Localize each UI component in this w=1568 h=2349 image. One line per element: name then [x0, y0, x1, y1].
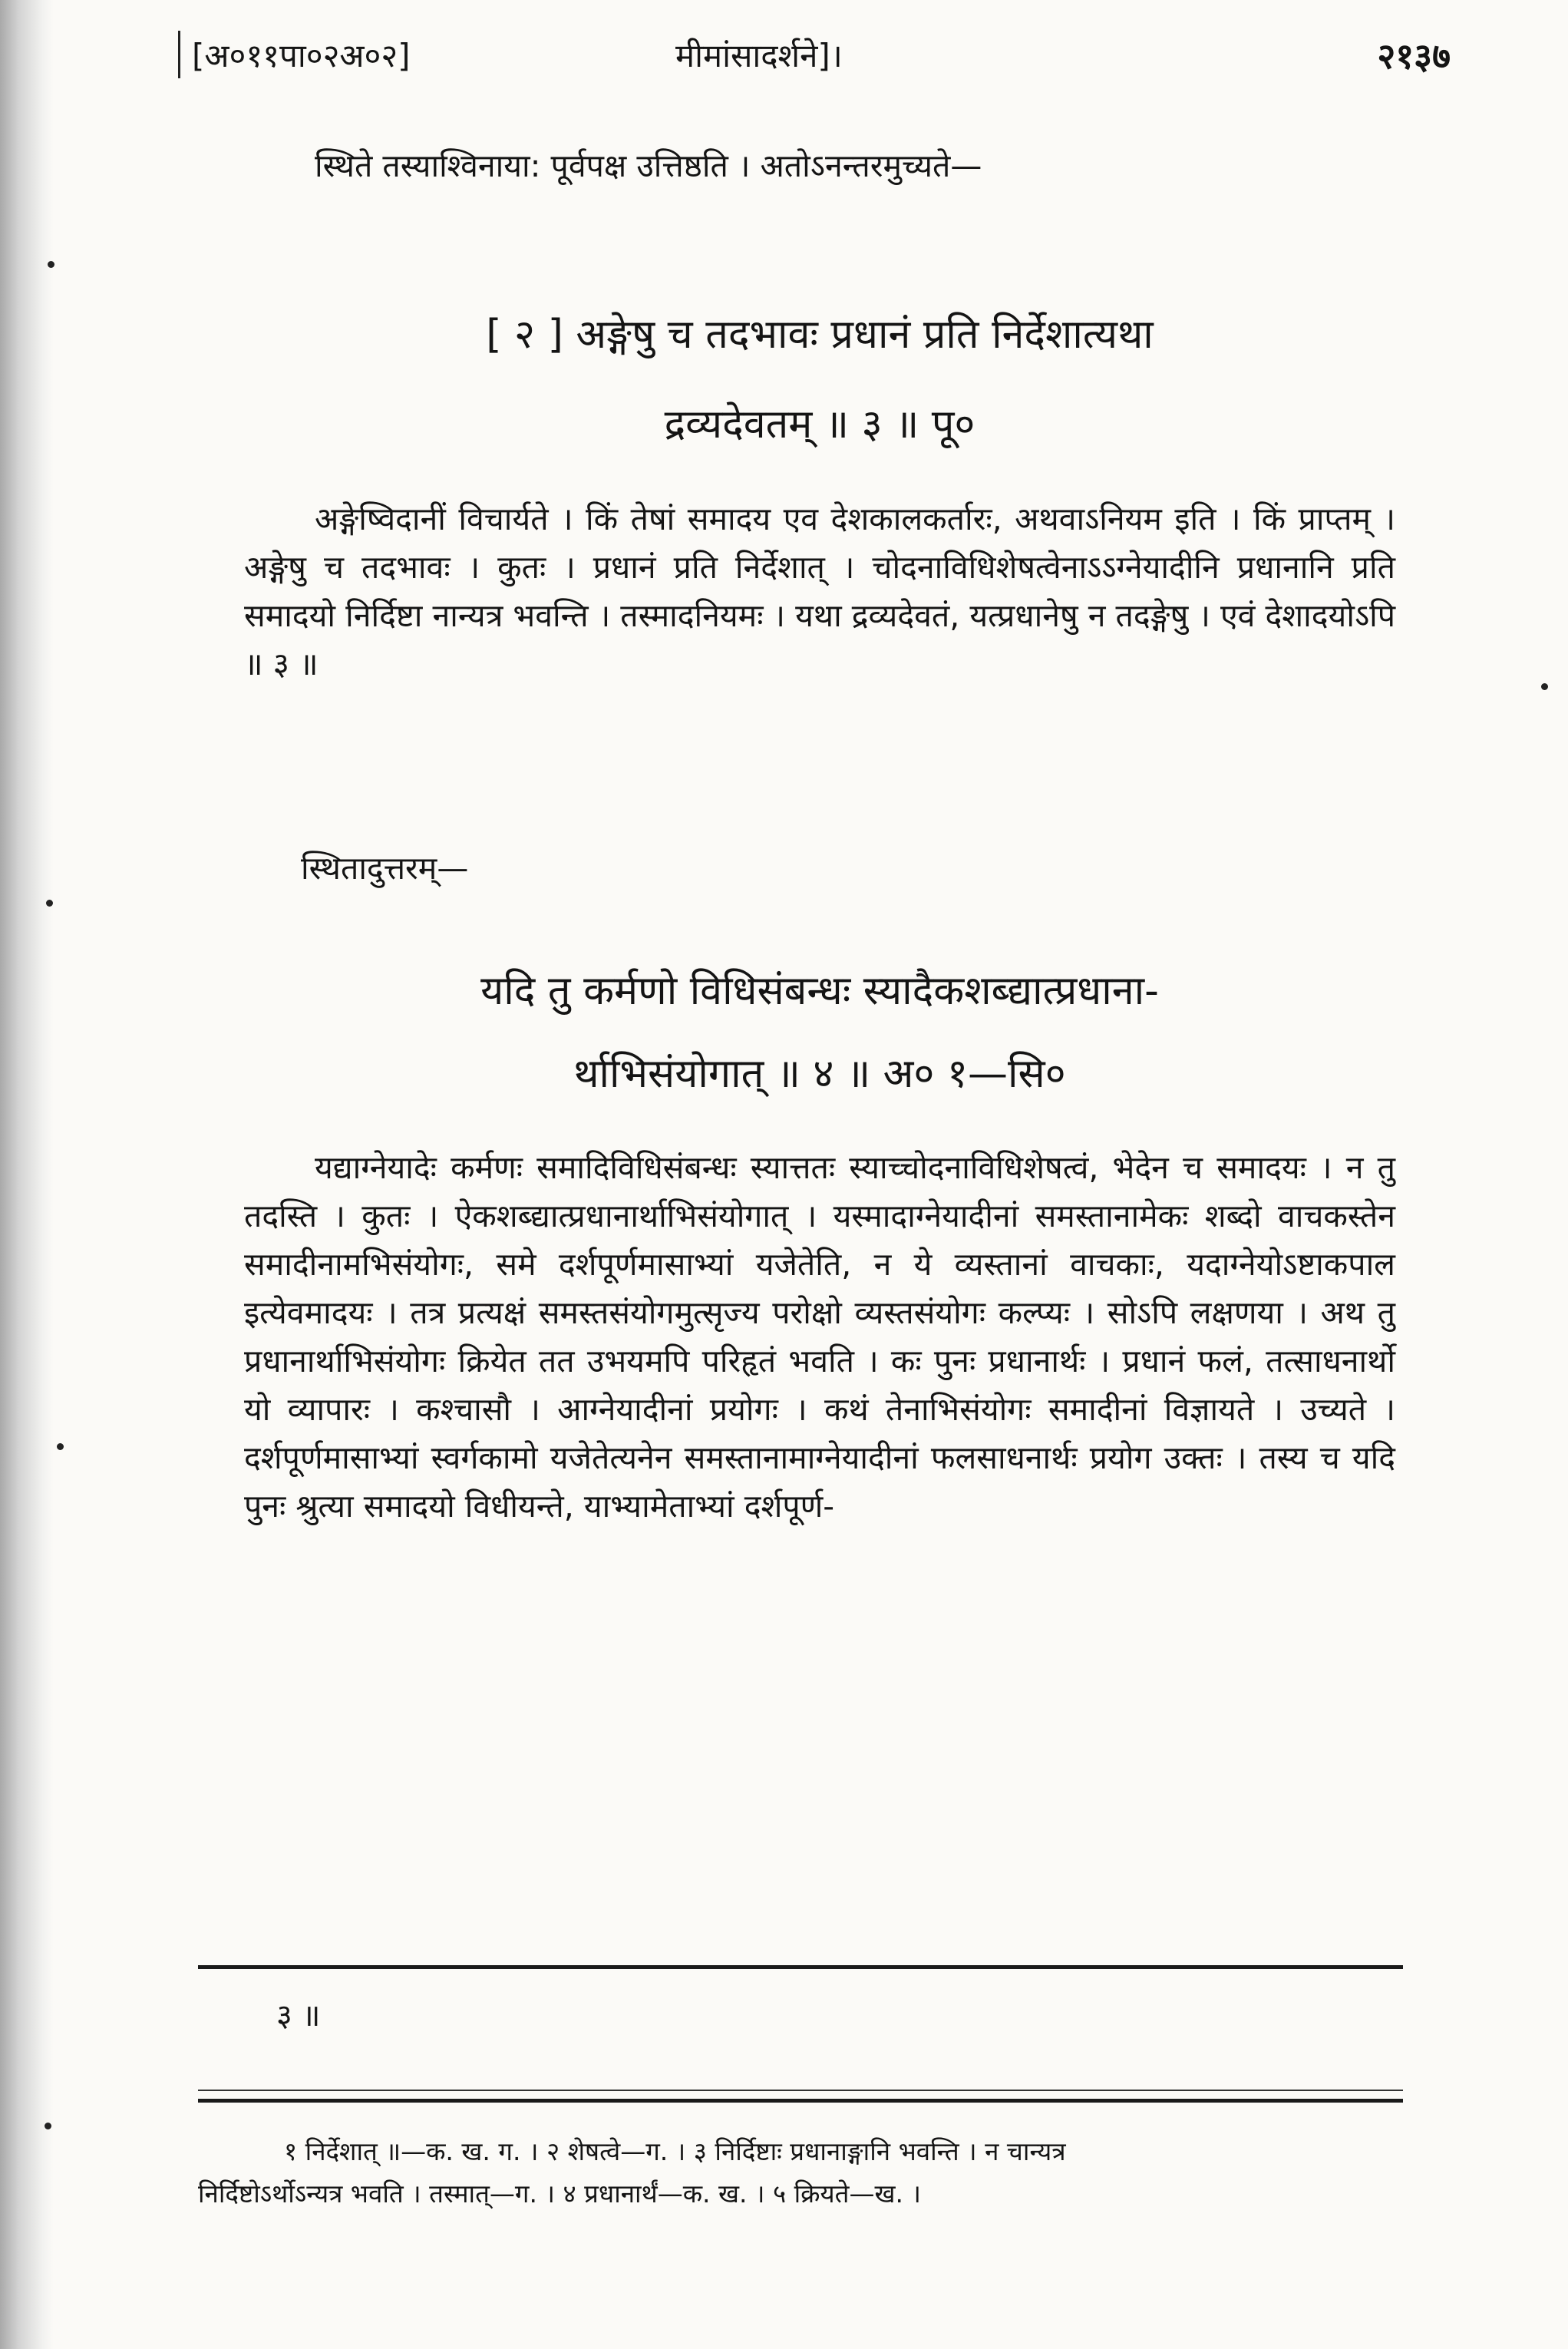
commentary-2: यद्याग्नेयादेः कर्मणः समादिविधिसंबन्धः स्यात्ततः स्याच्चोदनाविधिशेषत्वं, भेदेन च समादयः । न तु तदस्ति । कुतः । ऐकशब्द्यात्प्रधानार्थाभिसंयोगात् । यस्मादाग्नेयादीनां समस्तानामेकः शब्दो वाचकस्तेन समादीनामभिसंयोगः, समे दर्शपूर्णमासाभ्यां यजेतेति, न ये व्यस्तानां वाचकाः, यदाग्नेयोऽष्टाकपाल इत्येवमादयः । तत्र प्रत्यक्षं समस्तसंयोगमुत्सृज्य परोक्षो व्यस्तसंयोगः कल्प्यः । सोऽपि लक्षणया । अथ तु प्रधानार्थाभिसंयोगः क्रियेत तत उभयमपि परिहृतं भवति । कः पुनः प्रधानार्थः । प्रधानं फलं, तत्साधनार्थो यो व्यापारः । कश्चासौ । आग्नेयादीनां प्रयोगः । कथं तेनाभिसंयोगः समादीनां विज्ञायते । उच्यते । दर्शपूर्णमासाभ्यां स्वर्गकामो यजेतेत्यनेन समस्तानामाग्नेयादीनां फलसाधनार्थः प्रयोग उक्तः । तस्य च यदि पुनः श्रुत्या समादयो विधीयन्ते, याभ्यामेताभ्यां दर्शपूर्ण- — [244, 1149, 1395, 1525]
header-reference: [अ०११पा०२अ०२] — [192, 37, 411, 74]
footnote-separator-rule — [198, 1965, 1403, 1969]
scan-speck — [1541, 683, 1548, 690]
scan-speck — [45, 2123, 51, 2129]
intro-text: स्थिते तस्याश्विनाया: पूर्वपक्ष उत्तिष्ठति । अतोऽनन्तरमुच्यते— — [315, 147, 982, 184]
footnote-carryover: ३ ॥ — [276, 1998, 321, 2033]
footnote-line-1: १ निर्देशात् ॥—क. ख. ग. । २ शेषत्वे—ग. । ३ निर्दिष्टाः प्रधानाङ्गानि भवन्ति । न चान्यत्र — [284, 2136, 1066, 2166]
footnotes-block — [198, 2130, 1403, 2215]
scan-speck — [48, 261, 54, 268]
sutra-2-line-1: [ २ ] अङ्गेषु च तदभावः प्रधानं प्रति निर्देशात्यथा — [486, 312, 1154, 358]
scan-speck — [46, 900, 53, 907]
sutra-4-line-2: र्थाभिसंयोगात् ॥ ४ ॥ अ० १—सि० — [573, 1051, 1066, 1097]
siddhanta-label: स्थितादुत्तरम्— — [301, 850, 469, 887]
footnote-thin-rule — [198, 2090, 1403, 2091]
page-number: २१३७ — [1377, 35, 1451, 77]
footnote-line-2: निर्दिष्टोऽर्थोऽन्यत्र भवति । तस्मात्—ग. । ४ प्रधानार्थं—क. ख. । ५ क्रियते—ख. । — [198, 2179, 921, 2209]
scan-speck — [57, 1443, 64, 1450]
sutra-2-line-2: द्रव्यदेवतम् ॥ ३ ॥ पू० — [664, 401, 975, 448]
sutra-4-line-1: यदि तु कर्मणो विधिसंबन्धः स्यादैकशब्द्यात्प्रधाना- — [480, 968, 1159, 1014]
header-title: मीमांसादर्शने]। — [675, 37, 843, 74]
commentary-1: अङ्गेष्विदानीं विचार्यते । किं तेषां समादय एव देशकालकर्तारः, अथवाऽनियम इति । किं प्राप्तम् । अङ्गेषु च तदभावः । कुतः । प्रधानं प्रति निर्देशात् । चोदनाविधिशेषत्वेनाऽऽग्नेयादीनि प्रधानानि प्रति समादयो निर्दिष्टा नान्यत्र भवन्ति । तस्मादनियमः । यथा द्रव्यदेवतं, यत्प्रधानेषु न तदङ्गेषु । एवं देशादयोऽपि ॥ ३ ॥ — [244, 501, 1395, 682]
running-header — [177, 29, 1451, 83]
scan-shadow-edge — [0, 0, 54, 2349]
footnote-thick-rule — [198, 2099, 1403, 2103]
